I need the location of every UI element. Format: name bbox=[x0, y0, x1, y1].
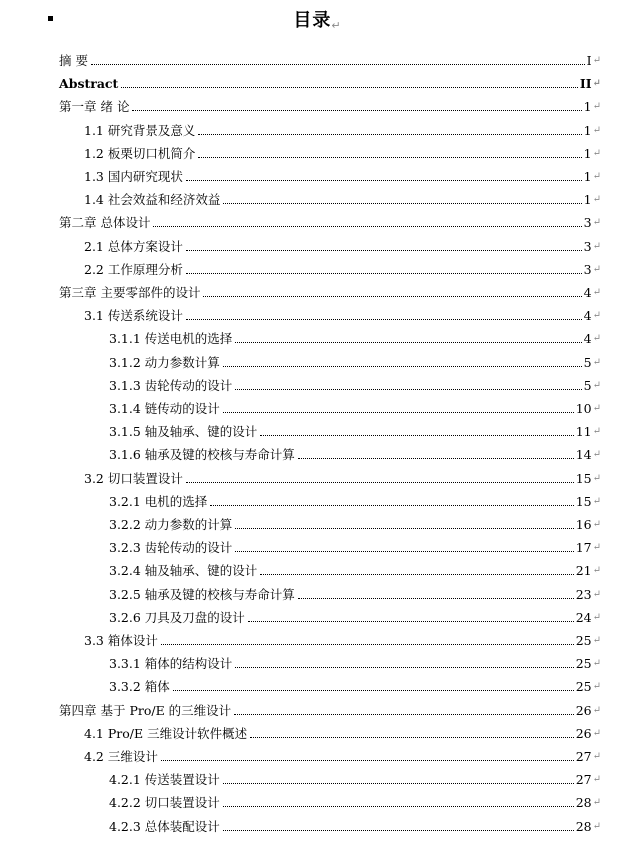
toc-entry-page: 27 bbox=[575, 749, 592, 764]
paragraph-mark: ↵ bbox=[592, 171, 601, 182]
toc-entry-label: 3.2.6 刀具及刀盘的设计 bbox=[109, 609, 245, 625]
toc-entry-label: 3.1.5 轴及轴承、键的设计 bbox=[109, 424, 258, 440]
toc-entry-label: 3.3.2 箱体 bbox=[109, 679, 170, 695]
page-title bbox=[0, 6, 635, 32]
paragraph-mark: ↵ bbox=[592, 751, 601, 762]
toc-entry[interactable] bbox=[109, 513, 601, 533]
toc-entry-label: 第三章 主要零部件的设计 bbox=[59, 285, 201, 300]
toc-entry-page: 26 bbox=[575, 702, 592, 718]
toc-entry[interactable] bbox=[84, 165, 601, 185]
toc-entry-label: 3.1.6 轴承及键的校核与寿命计算 bbox=[109, 447, 295, 463]
dot-leader bbox=[223, 202, 581, 204]
dot-leader bbox=[260, 434, 573, 436]
dot-leader bbox=[91, 63, 585, 65]
toc-entry[interactable] bbox=[109, 351, 601, 371]
toc-entry-page: 3 bbox=[583, 215, 592, 231]
toc-entry-page: 15 bbox=[575, 470, 592, 486]
dot-leader bbox=[223, 411, 574, 413]
dot-leader bbox=[250, 736, 574, 738]
toc-entry-page: 1 bbox=[583, 99, 592, 115]
toc-entry-label: 3.1.3 齿轮传动的设计 bbox=[109, 377, 233, 393]
dot-leader bbox=[260, 573, 573, 575]
toc-entry-page: 3 bbox=[583, 261, 592, 277]
paragraph-mark: ↵ bbox=[592, 147, 601, 159]
toc-entry[interactable] bbox=[84, 142, 601, 162]
toc-entry-page: 15 bbox=[575, 493, 592, 509]
paragraph-mark: ↵ bbox=[592, 519, 601, 530]
toc-entry[interactable] bbox=[109, 374, 601, 394]
dot-leader bbox=[235, 341, 581, 343]
toc-entry-label: 3.1 传送系统设计 bbox=[84, 308, 183, 324]
toc-entry-page: 4 bbox=[583, 308, 592, 324]
toc-entry-page: 10 bbox=[575, 401, 592, 416]
toc-entry[interactable] bbox=[59, 699, 601, 719]
toc-entry[interactable] bbox=[59, 211, 601, 231]
toc-entry-label: 2.2 工作原理分析 bbox=[84, 261, 183, 277]
toc-entry-label: 3.2.4 轴及轴承、键的设计 bbox=[109, 563, 258, 579]
paragraph-mark: ↵ bbox=[592, 240, 601, 252]
paragraph-mark: ↵ bbox=[592, 310, 601, 322]
toc-entry[interactable] bbox=[109, 490, 601, 510]
toc-entry-page: 5 bbox=[583, 377, 592, 393]
toc-entry[interactable] bbox=[109, 420, 601, 440]
toc-entry[interactable] bbox=[109, 327, 601, 347]
toc-entry[interactable] bbox=[109, 397, 601, 417]
paragraph-mark: ↵ bbox=[592, 78, 601, 90]
dot-leader bbox=[186, 179, 582, 181]
toc-entry-page: 21 bbox=[575, 563, 592, 579]
paragraph-mark: ↵ bbox=[592, 55, 601, 66]
toc-entry-label: 3.1.4 链传动的设计 bbox=[109, 401, 220, 416]
toc-entry[interactable] bbox=[59, 72, 601, 92]
toc-entry-page: I bbox=[586, 53, 592, 68]
toc-entry-label: 摘 要 bbox=[59, 53, 88, 68]
dot-leader bbox=[186, 249, 582, 251]
toc-entry-label: 2.1 总体方案设计 bbox=[84, 238, 183, 254]
toc-entry[interactable] bbox=[109, 815, 601, 835]
dot-leader bbox=[248, 620, 574, 622]
toc-entry-label: 3.3.1 箱体的结构设计 bbox=[109, 656, 233, 672]
toc-entry[interactable] bbox=[84, 629, 601, 649]
toc-entry-label: 3.3 箱体设计 bbox=[84, 633, 158, 648]
toc-entry-label: 第四章 基于 Pro/E 的三维设计 bbox=[59, 702, 232, 718]
toc-entry[interactable] bbox=[109, 536, 601, 556]
paragraph-mark: ↵ bbox=[592, 542, 601, 554]
toc-entry[interactable] bbox=[109, 791, 601, 811]
toc-entry-label: 3.2.1 电机的选择 bbox=[109, 493, 208, 509]
paragraph-mark: ↵ bbox=[592, 403, 601, 414]
toc-entry[interactable] bbox=[109, 768, 601, 788]
dot-leader bbox=[132, 109, 581, 111]
dot-leader bbox=[235, 388, 581, 390]
toc-entry[interactable] bbox=[109, 583, 601, 603]
toc-entry-page: 11 bbox=[575, 424, 592, 440]
toc-entry-page: 25 bbox=[575, 633, 592, 648]
toc-entry[interactable] bbox=[84, 304, 601, 324]
dot-leader bbox=[210, 504, 573, 506]
toc-entry-label: 第二章 总体设计 bbox=[59, 215, 151, 231]
toc-entry-page: 1 bbox=[583, 122, 592, 138]
toc-entry-label: 3.1.2 动力参数计算 bbox=[109, 354, 220, 370]
toc-entry-page: 25 bbox=[575, 656, 592, 672]
toc-entry-page: 14 bbox=[575, 447, 592, 463]
paragraph-mark: ↵ bbox=[592, 356, 601, 368]
paragraph-mark: ↵ bbox=[592, 333, 601, 345]
toc-entry-label: 1.3 国内研究现状 bbox=[84, 169, 183, 184]
paragraph-mark: ↵ bbox=[592, 774, 601, 786]
toc-entry-label: 3.2.3 齿轮传动的设计 bbox=[109, 540, 233, 556]
toc-entry-label: 3.2.5 轴承及键的校核与寿命计算 bbox=[109, 586, 295, 602]
toc-entry-page: 23 bbox=[575, 586, 592, 602]
dot-leader bbox=[153, 225, 581, 227]
dot-leader bbox=[298, 597, 574, 599]
dot-leader bbox=[223, 782, 574, 784]
toc-entry-page: 25 bbox=[575, 679, 592, 695]
toc-entry-label: 4.2 三维设计 bbox=[84, 749, 158, 764]
dot-leader bbox=[198, 133, 581, 135]
dot-leader bbox=[235, 527, 573, 529]
toc-entry-page: 3 bbox=[583, 238, 592, 254]
paragraph-mark: ↵ bbox=[592, 217, 601, 229]
toc-entry[interactable] bbox=[59, 49, 601, 69]
paragraph-mark: ↵ bbox=[592, 635, 601, 646]
paragraph-mark: ↵ bbox=[592, 472, 601, 484]
paragraph-mark: ↵ bbox=[592, 379, 601, 391]
dot-leader bbox=[203, 295, 581, 297]
paragraph-mark: ↵ bbox=[592, 495, 601, 507]
dot-leader bbox=[223, 805, 574, 807]
toc-entry[interactable] bbox=[109, 652, 601, 672]
paragraph-mark: ↵ bbox=[592, 124, 601, 136]
toc-entry[interactable] bbox=[109, 559, 601, 579]
dot-leader bbox=[235, 550, 573, 552]
dot-leader bbox=[161, 759, 574, 761]
dot-leader bbox=[223, 365, 582, 367]
toc-entry-label: 3.2 切口装置设计 bbox=[84, 470, 183, 486]
dot-leader bbox=[234, 713, 574, 715]
toc-entry-label: 3.1.1 传送电机的选择 bbox=[109, 331, 233, 347]
toc-entry[interactable] bbox=[84, 235, 601, 255]
toc-entry-label: 1.1 研究背景及意义 bbox=[84, 122, 196, 138]
toc-entry[interactable] bbox=[84, 745, 601, 765]
toc-entry-label: Abstract bbox=[59, 76, 119, 92]
paragraph-mark: ↵ bbox=[592, 820, 601, 832]
dot-leader bbox=[186, 272, 582, 274]
toc-entry-page: 27 bbox=[575, 772, 592, 788]
toc-entry[interactable] bbox=[84, 119, 601, 139]
toc-entry[interactable] bbox=[109, 606, 601, 626]
dot-leader bbox=[198, 156, 581, 158]
paragraph-mark: ↵ bbox=[592, 797, 601, 809]
dot-leader bbox=[186, 481, 574, 483]
dot-leader bbox=[235, 666, 573, 668]
toc-entry-page: 4 bbox=[583, 285, 592, 300]
paragraph-mark: ↵ bbox=[592, 426, 601, 438]
toc-entry-page: II bbox=[579, 76, 592, 92]
paragraph-mark: ↵ bbox=[592, 658, 601, 670]
toc-entry-label: 1.4 社会效益和经济效益 bbox=[84, 192, 221, 208]
toc-entry[interactable] bbox=[59, 95, 601, 115]
toc-entry-label: 4.2.3 总体装配设计 bbox=[109, 818, 220, 834]
toc-entry-page: 5 bbox=[583, 354, 592, 370]
paragraph-mark: ↵ bbox=[592, 263, 601, 275]
toc-entry-label: 4.2.1 传送装置设计 bbox=[109, 772, 220, 788]
toc-entry-label: 1.2 板栗切口机简介 bbox=[84, 145, 196, 161]
toc-entry[interactable] bbox=[84, 467, 601, 487]
paragraph-mark: ↵ bbox=[331, 19, 342, 32]
toc-entry-page: 1 bbox=[583, 145, 592, 161]
paragraph-mark: ↵ bbox=[592, 727, 601, 739]
dot-leader bbox=[161, 643, 574, 645]
dot-leader bbox=[223, 829, 574, 831]
paragraph-mark: ↵ bbox=[592, 194, 601, 206]
toc-entry[interactable] bbox=[59, 281, 601, 301]
paragraph-mark: ↵ bbox=[592, 101, 601, 113]
toc-entry[interactable] bbox=[109, 443, 601, 463]
toc-entry-page: 17 bbox=[575, 540, 592, 556]
toc-entry-label: 3.2.2 动力参数的计算 bbox=[109, 517, 233, 532]
paragraph-mark: ↵ bbox=[592, 565, 601, 577]
paragraph-mark: ↵ bbox=[592, 704, 601, 716]
toc-entry-page: 1 bbox=[583, 169, 592, 184]
toc-entry-page: 28 bbox=[575, 818, 592, 834]
dot-leader bbox=[173, 689, 574, 691]
toc-entry-label: 4.1 Pro/E 三维设计软件概述 bbox=[84, 725, 248, 741]
toc-entry[interactable] bbox=[84, 722, 601, 742]
paragraph-mark: ↵ bbox=[592, 588, 601, 600]
toc-entry-page: 28 bbox=[575, 795, 592, 811]
toc-entry-label: 第一章 绪 论 bbox=[59, 99, 130, 115]
paragraph-mark: ↵ bbox=[592, 287, 601, 298]
toc-entry[interactable] bbox=[109, 675, 601, 695]
title-text: 目录 bbox=[293, 10, 332, 31]
toc-entry-page: 24 bbox=[575, 609, 592, 625]
dot-leader bbox=[121, 86, 578, 88]
toc-entry-page: 1 bbox=[583, 192, 592, 208]
dot-leader bbox=[298, 457, 574, 459]
paragraph-mark: ↵ bbox=[592, 681, 601, 693]
dot-leader bbox=[186, 318, 582, 320]
paragraph-mark: ↵ bbox=[592, 449, 601, 461]
toc-entry-page: 4 bbox=[583, 331, 592, 347]
paragraph-mark: ↵ bbox=[592, 611, 601, 623]
toc-entry-page: 26 bbox=[575, 725, 592, 741]
toc-entry[interactable] bbox=[84, 188, 601, 208]
toc-entry-label: 4.2.2 切口装置设计 bbox=[109, 795, 220, 811]
toc-entry-page: 16 bbox=[575, 517, 592, 532]
toc-entry[interactable] bbox=[84, 258, 601, 278]
